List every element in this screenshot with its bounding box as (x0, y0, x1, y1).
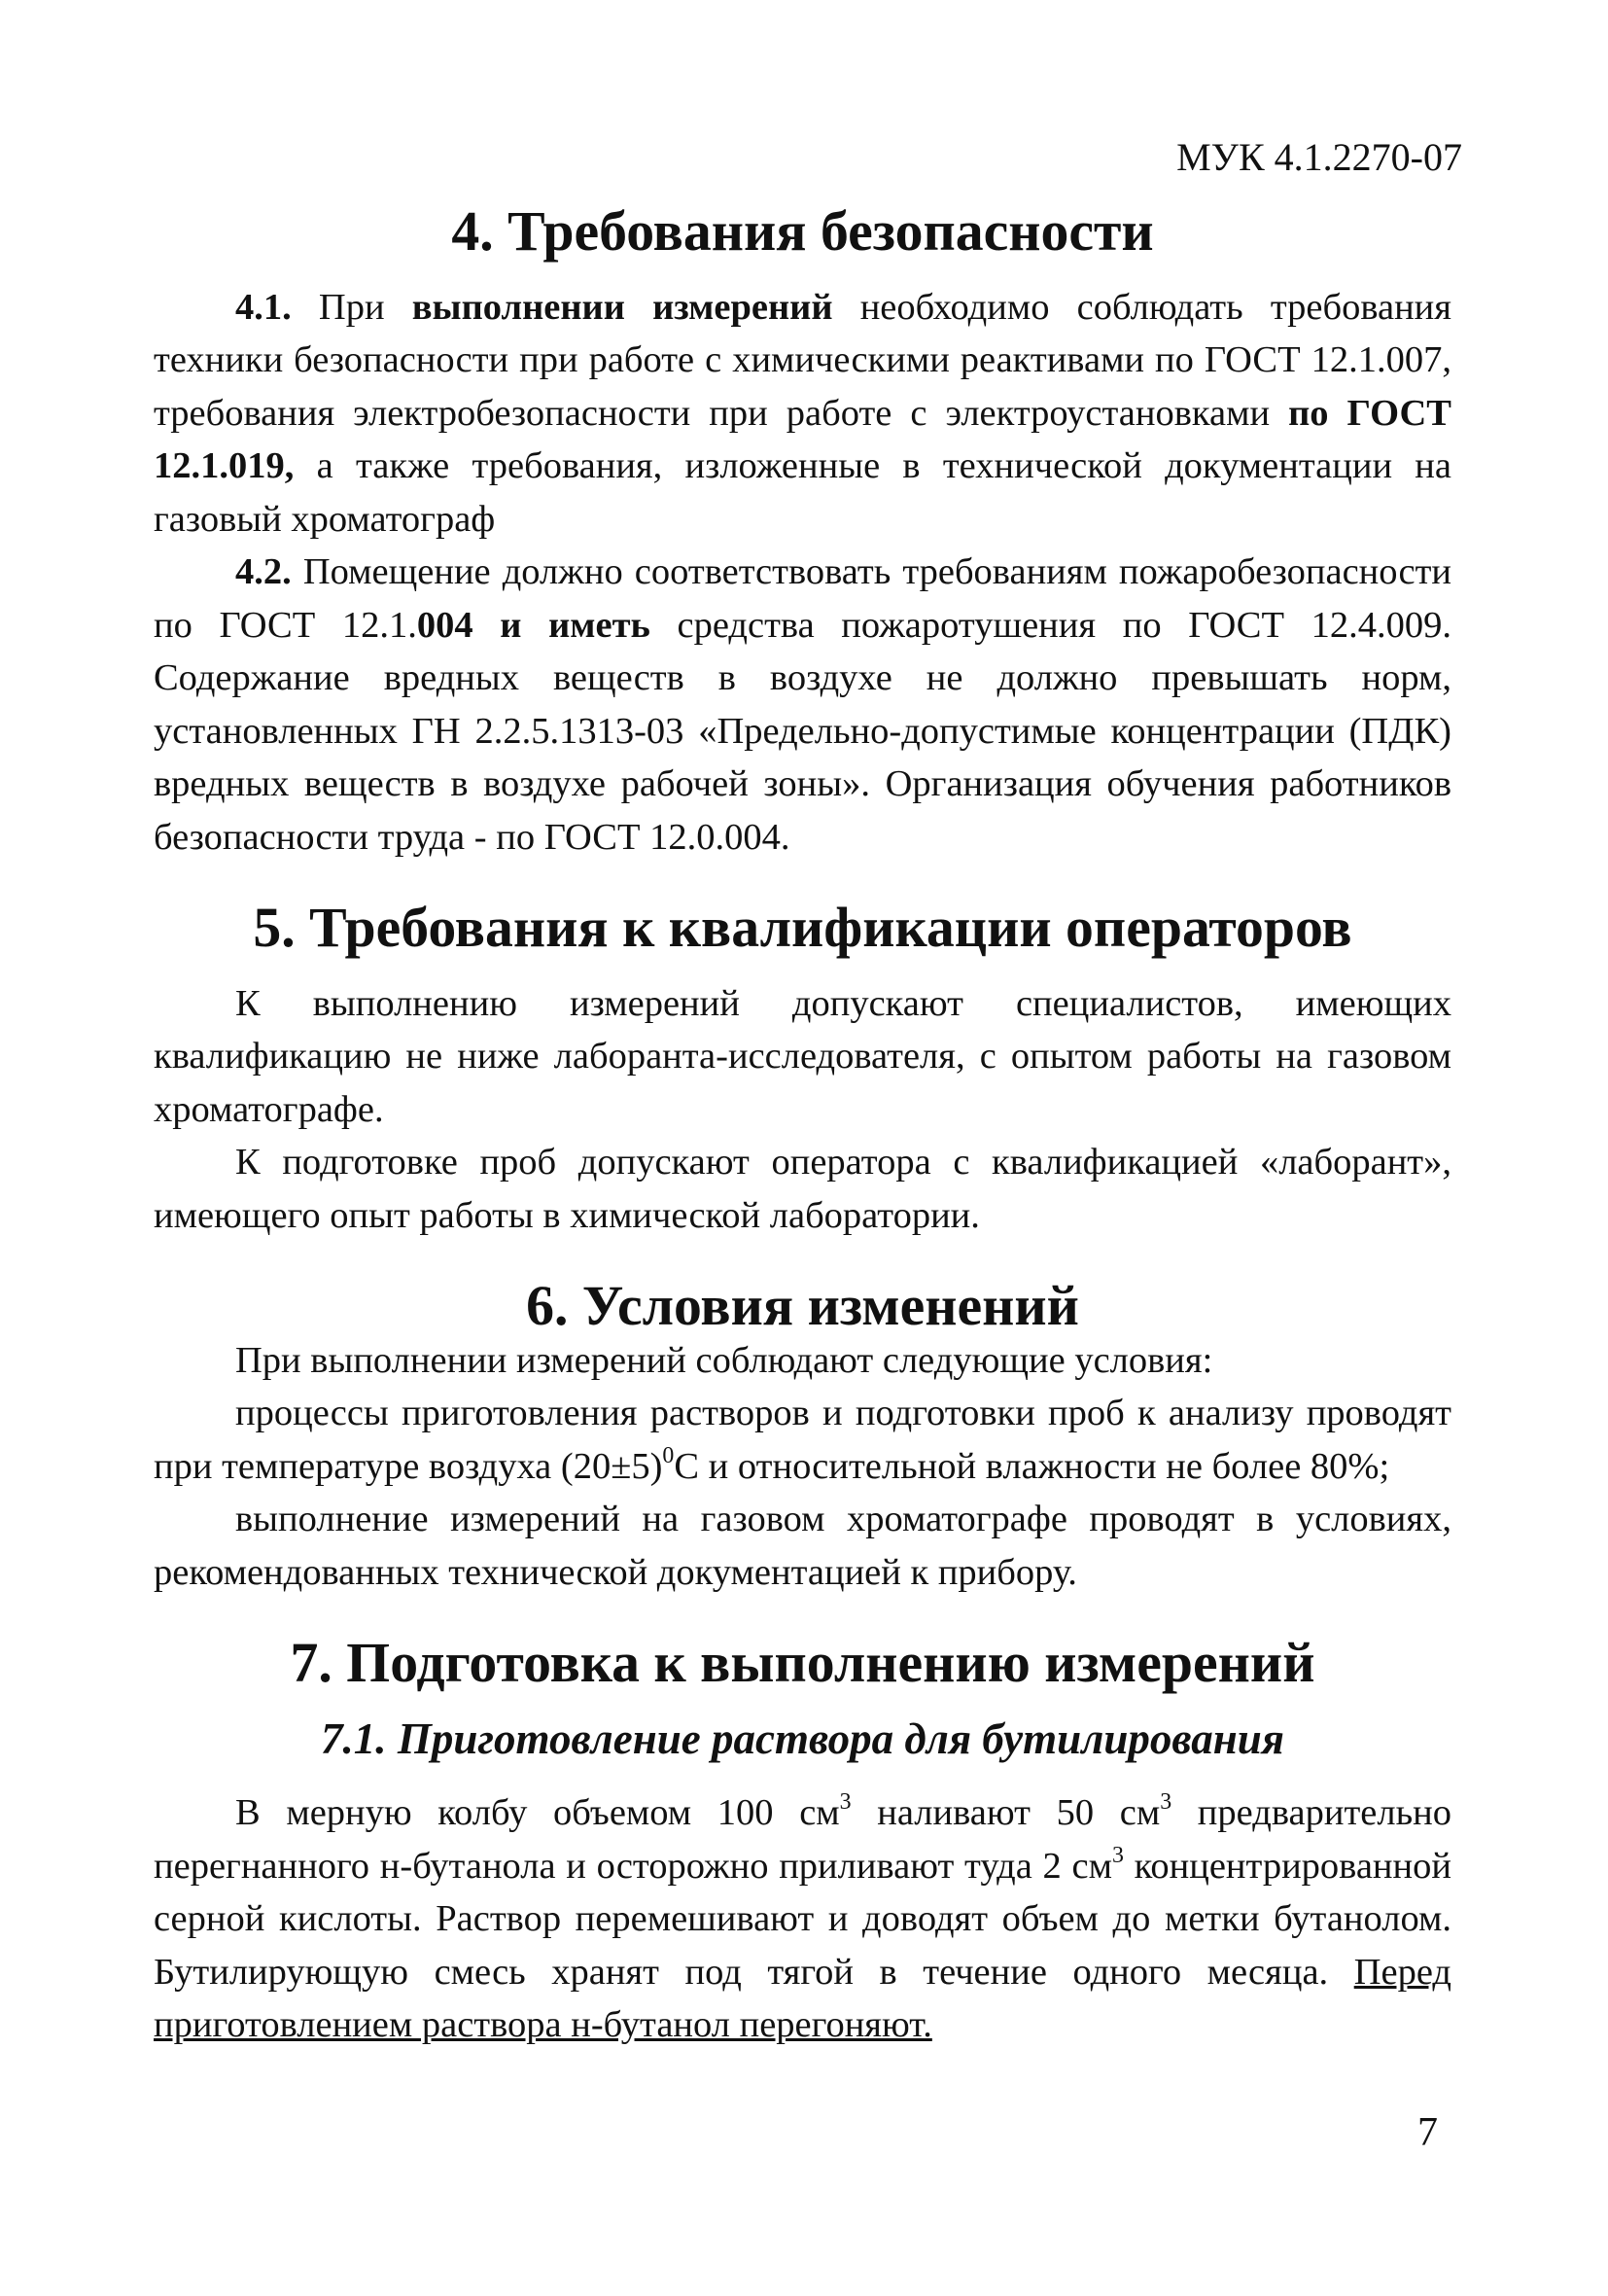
paragraph-6-1: При выполнении измерений соблюдают следующие условия: (235, 1339, 1213, 1381)
paragraph-7-1-text-c: предварительно перегнанного н-бутанола и осторожно приливают туда 2 см (154, 1792, 1451, 1887)
cubic-superscript-1: 3 (839, 1789, 852, 1816)
paragraph-6-3: выполнение измерений на газовом хроматографе проводят в условиях, рекомендованных технической документацией к прибору. (154, 1499, 1451, 1593)
paragraph-5-1: К выполнению измерений допускают специалистов, имеющих квалификацию не ниже лаборанта-исследователя, с опытом работы на газовом хроматографе. (154, 982, 1451, 1130)
paragraph-7-1-underlined: Перед приготовлением раствора н-бутанол перегоняют. (154, 1951, 1451, 2045)
document-body (154, 201, 1451, 2052)
page-number: 7 (1417, 2110, 1438, 2155)
paragraph-6-2 (154, 1387, 1451, 1493)
paragraph-6-2-text-b: С и относительной влажности не более 80%; (674, 1445, 1390, 1487)
paragraph-4-1-number: 4.1. (235, 286, 292, 328)
paragraph-7-1 (154, 1786, 1451, 2052)
cubic-superscript-2: 3 (1160, 1789, 1172, 1816)
paragraph-7-1-text-a: В мерную колбу объемом 100 см (235, 1792, 840, 1833)
cubic-superscript-3: 3 (1111, 1842, 1124, 1868)
paragraph-4-1-text-b: выполнении измерений (411, 286, 833, 328)
section-7-1-subheading: 7.1. Приготовление раствора для бутилирования (321, 1713, 1284, 1763)
paragraph-4-2-number: 4.2. (235, 551, 292, 592)
paragraph-7-1-text-d: концентрированной серной кислоты. Раствор перемешивают и доводят объем до метки бутанолом. Бутилирующую смесь хранят под тягой в течение одного месяца. (154, 1845, 1451, 1993)
paragraph-4-2-text-a: Помещение должно соответствовать требованиям пожаробезопасности по ГОСТ 12.1. (154, 551, 1451, 646)
section-7-heading: 7. Подготовка к выполнению измерений (290, 1633, 1315, 1694)
paragraph-4-2 (154, 546, 1451, 864)
paragraph-4-1-text-c: необходимо соблюдать требования техники безопасности при работе с химическими реактивами по ГОСТ 12.1.007, требования электробезопасности при работе с электроустановками (154, 286, 1451, 434)
paragraph-4-2-text-c: средства пожаротушения по ГОСТ 12.4.009. Содержание вредных веществ в воздухе не должно превышать норм, установленных ГН 2.2.5.1313-03 «Предельно-допустимые концентрации (ПДК) вредных веществ в воздухе рабочей зоны». Организация обучения работников безопасности труда - по ГОСТ 12.0.004. (154, 604, 1451, 858)
paragraph-4-1-text-e: а также требования, изложенные в технической документации на газовый хроматограф (154, 445, 1451, 540)
paragraph-4-1 (154, 281, 1451, 547)
section-6-heading: 6. Условия изменений (526, 1276, 1079, 1337)
section-5-heading: 5. Требования к квалификации операторов (253, 898, 1352, 959)
paragraph-4-2-text-b: 004 и иметь (416, 604, 650, 646)
paragraph-7-1-text-b: наливают 50 см (851, 1792, 1161, 1833)
paragraph-6-2-text-a: процессы приготовления растворов и подготовки проб к анализу проводят при температуре воздуха (20±5) (154, 1393, 1451, 1487)
degree-superscript: 0 (662, 1442, 675, 1468)
paragraph-5-2: К подготовке проб допускают оператора с квалификацией «лаборант», имеющего опыт работы в химической лаборатории. (154, 1142, 1451, 1236)
document-code: МУК 4.1.2270-07 (1176, 135, 1462, 179)
paragraph-4-1-text-d: по ГОСТ 12.1.019, (154, 392, 1451, 486)
section-4-heading: 4. Требования безопасности (451, 201, 1154, 263)
paragraph-4-1-text-a: При (291, 286, 412, 328)
